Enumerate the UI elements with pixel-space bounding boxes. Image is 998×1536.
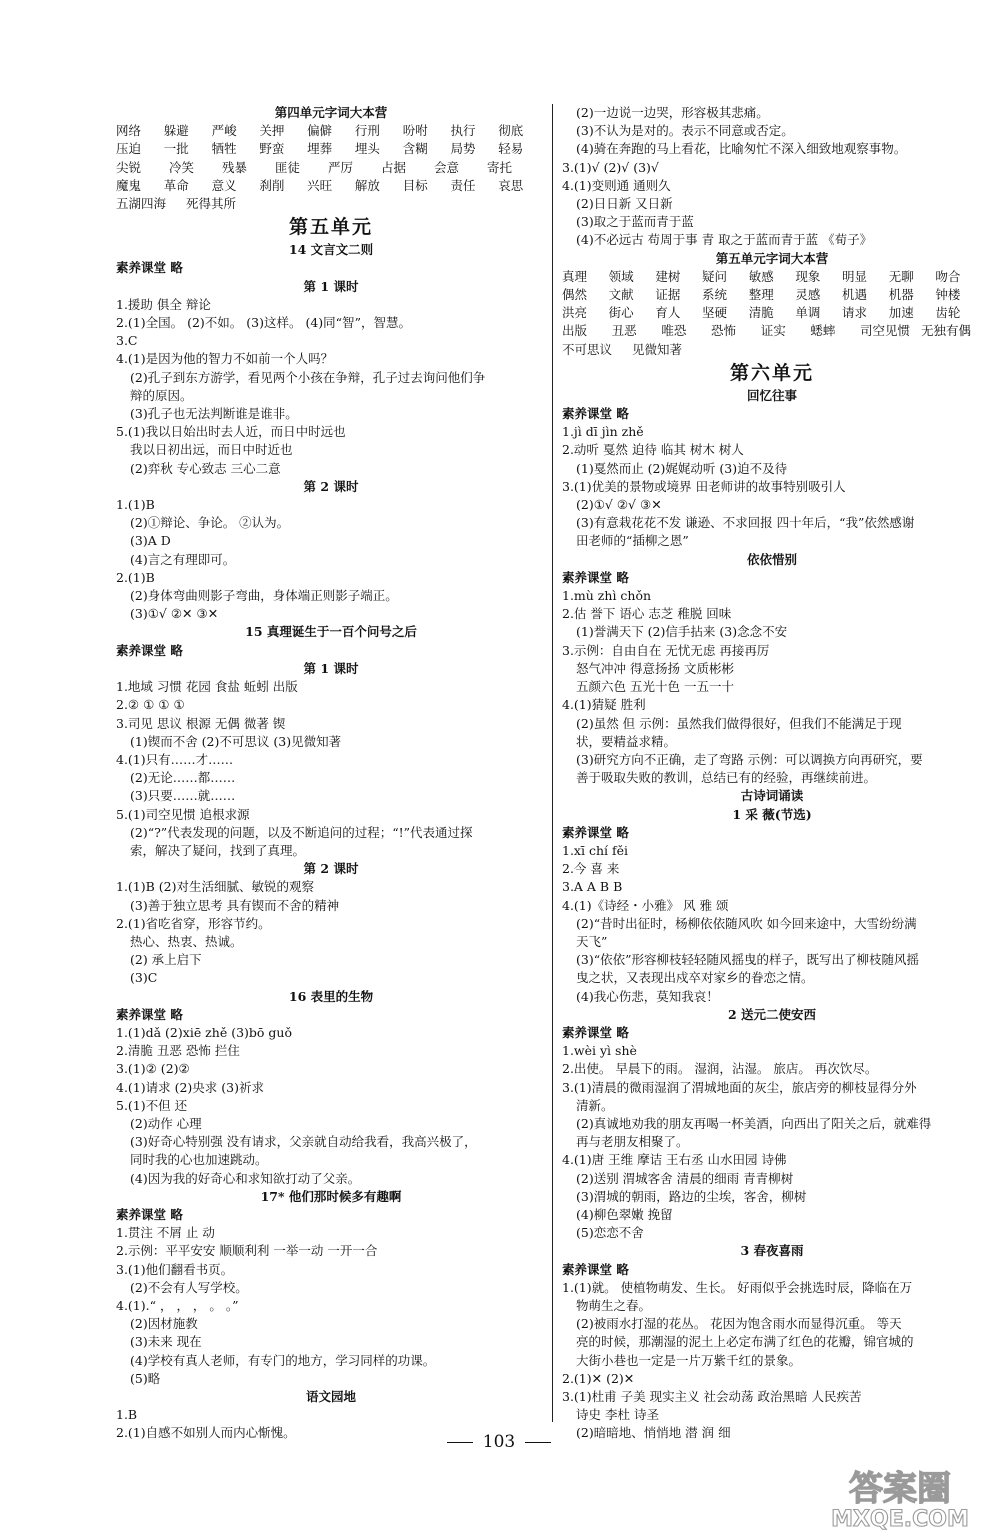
- word-item: 哀思: [498, 177, 524, 193]
- answer-line: 1.(1)B (2)对生活细腻、敏锐的观察: [116, 879, 314, 895]
- lesson-title: 15 真理诞生于一百个问号之后: [245, 624, 417, 640]
- answer-line: (3)好奇心特别强 没有请求，父亲就自动给我看，我高兴极了，: [130, 1134, 477, 1150]
- section-title: 语文园地: [305, 1389, 356, 1405]
- answer-line: (3)善于独立思考 具有锲而不舍的精神: [130, 897, 340, 913]
- lesson-title: 17* 他们那时候多有趣啊: [260, 1188, 402, 1204]
- word-item: 整理: [748, 287, 774, 303]
- word-item: 含糊: [402, 141, 428, 157]
- section-title: 第五单元字词大本营: [715, 250, 829, 266]
- answer-line: 1.wèi yì shè: [562, 1043, 637, 1059]
- answer-block: [562, 842, 982, 1006]
- answer-block: [562, 1279, 982, 1443]
- word-row: [116, 122, 546, 140]
- answer-line: (2)虽然 但 示例：虽然我们做得很好，但我们不能满足于现: [576, 715, 902, 731]
- answer-line: (3)有意栽花花不发 谦逊、不求回报 四十年后，“我”依然感谢: [576, 515, 915, 531]
- lesson-note: 素养课堂 略: [116, 260, 183, 276]
- word-item: 冷笑: [169, 159, 195, 175]
- answer-line: (2)“?”代表发现的问题，以及不断追问的过程；“!”代表通过探: [130, 824, 473, 840]
- answer-line: 热心、热衷、热诚。: [130, 933, 243, 949]
- word-item: 牺牲: [211, 141, 237, 157]
- answer-line: 3.(1)优美的景物或境界 田老师讲的故事特别吸引人: [562, 478, 846, 494]
- page-number-dash: [525, 1442, 551, 1443]
- answer-line: 3.(1)他们翻看书页。: [116, 1261, 234, 1277]
- answer-line: (3)渭城的朝雨，路边的尘埃，客舍，柳树: [576, 1188, 807, 1204]
- word-item: 轻易: [498, 141, 524, 157]
- word-item: 系统: [702, 287, 728, 303]
- word-item: 死得其所: [186, 196, 237, 212]
- answer-line: 5.(1)我以日始出时去人近，而日中时远也: [116, 424, 346, 440]
- answer-line: (3)“依依”形容柳枝轻轻随风摇曳的样子，既写出了柳枝随风摇: [576, 952, 919, 968]
- word-item: 关押: [259, 123, 285, 139]
- word-row: [562, 341, 982, 359]
- answer-block: [116, 369, 546, 424]
- answer-line: (4)骑在奔跑的马上看花，比喻匆忙不深入细致地观察事物。: [576, 141, 907, 157]
- answer-line: (3)A D: [130, 533, 171, 549]
- word-item: 加速: [888, 305, 914, 321]
- lesson-note: 素养课堂 略: [562, 406, 629, 422]
- word-item: 齿轮: [935, 305, 961, 321]
- word-item: 证据: [655, 287, 681, 303]
- poem-title: 1 采 薇(节选): [732, 806, 812, 822]
- answer-line: 辩的原因。: [130, 387, 193, 403]
- word-row: [116, 140, 546, 158]
- answer-line: 2.(1)全国。 (2)不如。 (3)这样。 (4)同“智”，智慧。: [116, 315, 411, 331]
- word-item: 尖锐: [116, 159, 142, 175]
- word-item: 革命: [163, 177, 189, 193]
- word-item: 埋头: [354, 141, 380, 157]
- word-item: 不可思议: [562, 341, 613, 357]
- answer-line: 物萌生之春。: [576, 1298, 652, 1313]
- answer-line: 2.动听 戛然 迫待 临其 树木 树人: [562, 442, 744, 458]
- word-item: 行刑: [354, 123, 380, 139]
- answer-line: (2)①辩论、争论。 ②认为。: [130, 515, 290, 531]
- answer-line: (2)被雨水打湿的花丛。 花因为饱含雨水而显得沉重。 等天: [576, 1316, 902, 1332]
- answer-line: 状，要精益求精。: [576, 733, 677, 749]
- word-item: 偶然: [562, 287, 588, 303]
- word-row: [116, 159, 546, 177]
- answer-line: 2.(1)省吃省穿，形容节约。: [116, 915, 271, 931]
- word-row: [562, 286, 982, 304]
- poem-title: 2 送元二使安西: [727, 1006, 817, 1022]
- answer-block: [562, 423, 982, 550]
- word-item: 现象: [795, 268, 821, 284]
- word-item: 魔鬼: [116, 177, 142, 193]
- lesson-note: 素养课堂 略: [116, 1206, 183, 1222]
- word-item: 请求: [842, 305, 868, 321]
- answer-line: (3)孔子也无法判断谁是谁非。: [130, 406, 298, 422]
- answer-line: (2)孔子到东方游学，看见两个小孩在争辩，孔子过去询问他们争: [130, 369, 486, 385]
- word-item: 证实: [760, 323, 786, 339]
- answer-line: (2)暗暗地、悄悄地 潜 润 细: [576, 1425, 731, 1441]
- word-item: 吻合: [935, 268, 961, 284]
- answer-line: 4.(1)猜疑 胜利: [562, 697, 646, 713]
- word-item: 局势: [450, 141, 476, 157]
- word-item: 单调: [795, 305, 821, 321]
- answer-line: (1)锲而不舍 (2)不可思议 (3)见微知著: [130, 733, 342, 749]
- word-item: 五湖四海: [116, 196, 167, 212]
- answer-line: (4)不必远古 苟周于事 青 取之于蓝而青于蓝 《荀子》: [576, 232, 873, 248]
- answer-line: (2) 承上启下: [130, 952, 202, 968]
- watermark-bottom: MXQE.COM: [831, 1507, 969, 1532]
- answer-line: 3.(1)清晨的微雨湿润了渭城地面的灰尘，旅店旁的柳枝显得分外: [562, 1079, 917, 1095]
- word-item: 兴旺: [307, 177, 333, 193]
- word-item: 网络: [116, 123, 142, 139]
- answer-line: 清新。: [576, 1097, 614, 1113]
- period-title: 第 2 课时: [303, 861, 359, 877]
- word-item: 严峻: [211, 123, 237, 139]
- lesson-note: 素养课堂 略: [116, 642, 183, 658]
- word-item: 钟楼: [935, 287, 961, 303]
- word-item: 躲避: [163, 123, 189, 139]
- answer-line: 2.(1)✕ (2)✕: [562, 1370, 635, 1386]
- answer-line: (3)取之于蓝而青于蓝: [576, 214, 694, 230]
- answer-line: 曳之状，又表现出戍卒对家乡的眷恋之情。: [576, 970, 814, 986]
- answer-line: 1.xī chí fěi: [562, 842, 628, 858]
- answer-line: (2)真诚地劝我的朋友再喝一杯美酒，向西出了阳关之后，就难得: [576, 1115, 932, 1131]
- answer-line: 2.清脆 丑恶 恐怖 拦住: [116, 1043, 240, 1059]
- answer-line: 1.(1)B: [116, 497, 155, 513]
- lesson-note: 素养课堂 略: [562, 1261, 629, 1277]
- answer-line: 怒气冲冲 得意扬扬 文质彬彬: [576, 660, 734, 676]
- column-divider: [552, 104, 553, 1422]
- answer-line: 4.(1)是因为他的智力不如前一个人吗？: [116, 351, 334, 367]
- word-item: 压迫: [116, 141, 142, 157]
- word-item: 蟋蟀: [810, 323, 836, 339]
- answer-block: [116, 1224, 546, 1388]
- answer-line: 4.(1).“ ， ， ， 。 。”: [116, 1298, 239, 1313]
- word-item: 无独有偶: [921, 323, 972, 339]
- period-title: 第 2 课时: [303, 478, 359, 494]
- word-item: 刹削: [259, 177, 285, 193]
- word-item: 文献: [608, 287, 634, 303]
- answer-line: 我以日初出远，而日中时近也: [130, 442, 293, 458]
- answer-line: 3.A A B B: [562, 879, 623, 895]
- answer-block: [116, 678, 546, 860]
- lesson-title: 14 文言文二则: [288, 242, 374, 258]
- left-column: [116, 104, 546, 1443]
- word-item: 目标: [402, 177, 428, 193]
- answer-line: 3.C: [116, 333, 138, 349]
- word-item: 建树: [655, 268, 681, 284]
- word-item: 恐怖: [711, 323, 737, 339]
- answer-line: 3.示例：自由自在 无忧无虑 再接再厉: [562, 642, 770, 658]
- right-column: [562, 104, 982, 1443]
- answer-block: [116, 1024, 546, 1188]
- answer-line: (2)不会有人写学校。: [130, 1279, 248, 1295]
- word-row: [562, 268, 982, 286]
- word-item: 明显: [842, 268, 868, 284]
- answer-line: 1.mù zhì chǒn: [562, 588, 652, 604]
- word-item: 偏僻: [307, 123, 333, 139]
- word-grid-unit5: [562, 268, 982, 359]
- answer-line: 3.(1)√ (2)√ (3)√: [562, 159, 659, 175]
- answer-line: 1.贯注 不屑 止 动: [116, 1225, 215, 1241]
- word-item: 埋葬: [307, 141, 333, 157]
- word-item: 街心: [608, 305, 634, 321]
- answer-line: (2)一边说一边哭，形容极其悲痛。: [576, 105, 769, 120]
- period-title: 第 1 课时: [303, 278, 359, 294]
- lesson-title: 依依惜别: [746, 551, 797, 567]
- answer-line: (3)研究方向不正确，走了弯路 示例：可以调换方向再研究，要: [576, 751, 923, 767]
- lesson-note: 素养课堂 略: [116, 1006, 183, 1022]
- lesson-note: 素养课堂 略: [562, 569, 629, 585]
- word-item: 机器: [888, 287, 914, 303]
- word-item: 司空见惯: [860, 323, 911, 339]
- answer-line: 2.估 誉下 语心 志芝 稚脱 回味: [562, 606, 732, 622]
- word-item: 真理: [562, 268, 588, 284]
- word-row: [562, 304, 982, 322]
- word-item: 野蛮: [259, 141, 285, 157]
- word-item: 育人: [655, 305, 681, 321]
- word-item: 丑恶: [611, 323, 637, 339]
- answer-line: (4)我心伤悲，莫知我哀！: [576, 988, 719, 1004]
- word-item: 执行: [450, 123, 476, 139]
- answer-line: 2.出使。 早晨下的雨。 湿润，沾湿。 旅店。 再次饮尽。: [562, 1061, 878, 1077]
- answer-line: (1)戛然而止 (2)娓娓动听 (3)迫不及待: [576, 460, 788, 476]
- answer-line: 天飞”: [576, 933, 608, 949]
- lesson-title: 回忆往事: [746, 387, 797, 403]
- word-item: 无聊: [888, 268, 914, 284]
- answer-line: (3)不认为是对的。表示不同意或否定。: [576, 123, 794, 139]
- answer-line: (4)柳色翠嫩 挽留: [576, 1206, 673, 1222]
- answer-line: (5)恋恋不舍: [576, 1225, 644, 1241]
- answer-line: 1.jì dī jìn zhě: [562, 424, 644, 440]
- lesson-note: 素养课堂 略: [562, 824, 629, 840]
- word-item: 解放: [354, 177, 380, 193]
- answer-line: (2)动作 心理: [130, 1115, 202, 1131]
- answer-line: 3.(1)② (2)②: [116, 1061, 190, 1077]
- answer-line: (2)无论……都……: [130, 770, 236, 786]
- word-item: 吩咐: [402, 123, 428, 139]
- answer-line: (4)学校有真人老师，有专门的地方，学习同样的功课。: [130, 1352, 436, 1368]
- word-item: 一批: [163, 141, 189, 157]
- word-item: 疑问: [702, 268, 728, 284]
- word-item: 意义: [211, 177, 237, 193]
- answer-line: 再与老朋友相聚了。: [576, 1134, 689, 1150]
- answer-line: (1)誉满天下 (2)信手拈来 (3)念念不安: [576, 624, 788, 640]
- word-item: 彻底: [498, 123, 524, 139]
- word-item: 严厉: [328, 159, 354, 175]
- answer-line: 2.② ① ① ①: [116, 697, 185, 713]
- answer-line: 4.(1)变则通 通则久: [562, 177, 671, 193]
- word-item: 灵感: [795, 287, 821, 303]
- answer-block: [562, 104, 982, 250]
- answer-line: 大街小巷也一定是一片万紫千红的景象。: [576, 1352, 802, 1368]
- answer-line: 2.(1)B: [116, 569, 155, 585]
- word-row: [116, 177, 546, 195]
- answer-line: 1.B: [116, 1407, 138, 1423]
- word-item: 残暴: [222, 159, 248, 175]
- word-item: 责任: [450, 177, 476, 193]
- word-grid-unit4: [116, 122, 546, 213]
- answer-line: 2.今 喜 来: [562, 861, 620, 877]
- answer-line: 4.(1)《诗经・小雅》 风 雅 颂: [562, 897, 729, 913]
- answer-line: 善于吸取失败的教训，总结已有的经验，再继续前进。: [576, 770, 877, 786]
- word-item: 会意: [434, 159, 460, 175]
- watermark-logo: [820, 1462, 980, 1532]
- answer-line: (2)“昔时出征时，杨柳依依随风吹 如今回来途中，大雪纷纷满: [576, 915, 917, 931]
- lesson-title: 16 表里的生物: [288, 988, 374, 1004]
- word-item: 清脆: [748, 305, 774, 321]
- section-title: 第四单元字词大本营: [274, 105, 388, 120]
- answer-line: 3.(1)杜甫 子美 现实主义 社会动荡 政治黑暗 人民疾苦: [562, 1389, 862, 1405]
- answer-line: 5.(1)司空见惯 追根求源: [116, 806, 250, 822]
- answer-line: (4)因为我的好奇心和求知欲打动了父亲。: [130, 1170, 361, 1186]
- answer-block: [562, 1042, 982, 1242]
- word-item: 领域: [608, 268, 634, 284]
- answer-block: [116, 441, 546, 477]
- answer-line: (3)C: [130, 970, 158, 986]
- answer-line: 五颜六色 五光十色 一五一十: [576, 679, 734, 695]
- word-item: 占据: [381, 159, 407, 175]
- answer-line: (3)①√ ②✕ ③✕: [130, 606, 219, 622]
- unit-title: 第五单元: [288, 216, 373, 239]
- answer-line: 2.示例：平平安安 顺顺利利 一举一动 一开一合: [116, 1243, 378, 1259]
- answer-line: 4.(1)只有……才……: [116, 751, 234, 767]
- word-item: 见微知著: [632, 341, 683, 357]
- answer-line: 4.(1)唐 王维 摩诘 王右丞 山水田园 诗佛: [562, 1152, 787, 1168]
- answer-line: 1.援助 俱全 辩论: [116, 296, 211, 312]
- answer-line: 田老师的“插柳之恩”: [576, 533, 689, 549]
- word-row: [116, 195, 546, 213]
- answer-line: (2)因材施教: [130, 1316, 198, 1332]
- answer-line: (2)日日新 又日新: [576, 196, 673, 212]
- section-title: 古诗词诵读: [740, 788, 804, 804]
- answer-line: 1.(1)dǎ (2)xiē zhě (3)bō guǒ: [116, 1024, 292, 1040]
- poem-title: 3 春夜喜雨: [740, 1243, 804, 1259]
- answer-block: [116, 878, 546, 987]
- answer-line: (2)①√ ②√ ③✕: [576, 497, 662, 513]
- answer-line: 同时我的心也加速跳动。: [130, 1152, 268, 1168]
- watermark-top: 答案圈: [849, 1469, 951, 1509]
- answer-line: 4.(1)请求 (2)央求 (3)祈求: [116, 1079, 264, 1095]
- answer-line: (3)只要……就……: [130, 788, 236, 804]
- page-number-text: 103: [482, 1432, 516, 1452]
- answer-line: (2)送别 渭城客舍 清晨的细雨 青青柳树: [576, 1170, 794, 1186]
- answer-line: 2.(1)自感不如别人而内心惭愧。: [116, 1425, 296, 1441]
- answer-block: [562, 587, 982, 787]
- word-item: 洪亮: [562, 305, 588, 321]
- answer-line: (2)弈秋 专心致志 三心二意: [130, 460, 281, 476]
- answer-line: 3.司见 思议 根源 无偶 微著 锲: [116, 715, 286, 731]
- answer-line: 1.(1)就。 使植物萌发、生长。 好雨似乎会挑选时辰，降临在万: [562, 1279, 913, 1295]
- page-number-dash: [447, 1442, 473, 1443]
- answer-line: 1.地域 习惯 花园 食盐 蚯蚓 出版: [116, 679, 298, 695]
- word-item: 敏感: [748, 268, 774, 284]
- answer-line: (3)未来 现在: [130, 1334, 202, 1350]
- answer-line: 索，解决了疑问，找到了真理。: [130, 842, 306, 858]
- answer-block: [116, 296, 546, 369]
- answer-line: 5.(1)不但 还: [116, 1097, 188, 1113]
- word-item: 坚硬: [702, 305, 728, 321]
- answer-line: (4)言之有理即可。: [130, 551, 236, 567]
- unit-title: 第六单元: [729, 361, 814, 384]
- answer-line: 诗史 李杜 诗圣: [576, 1407, 659, 1423]
- answer-line: 亮的时候，那潮湿的泥土上必定布满了红色的花瓣，锦官城的: [576, 1334, 914, 1350]
- answer-line: (2)身体弯曲则影子弯曲，身体端正则影子端正。: [130, 588, 398, 604]
- word-item: 出版: [562, 323, 588, 339]
- word-item: 唯恐: [661, 323, 687, 339]
- answer-block: [116, 496, 546, 623]
- word-row: [562, 322, 982, 340]
- answer-line: (5)略: [130, 1370, 161, 1386]
- period-title: 第 1 课时: [303, 660, 359, 676]
- page-number: [0, 1432, 998, 1452]
- lesson-note: 素养课堂 略: [562, 1024, 629, 1040]
- word-item: 寄托: [487, 159, 513, 175]
- word-item: 匪徒: [275, 159, 301, 175]
- word-item: 机遇: [842, 287, 868, 303]
